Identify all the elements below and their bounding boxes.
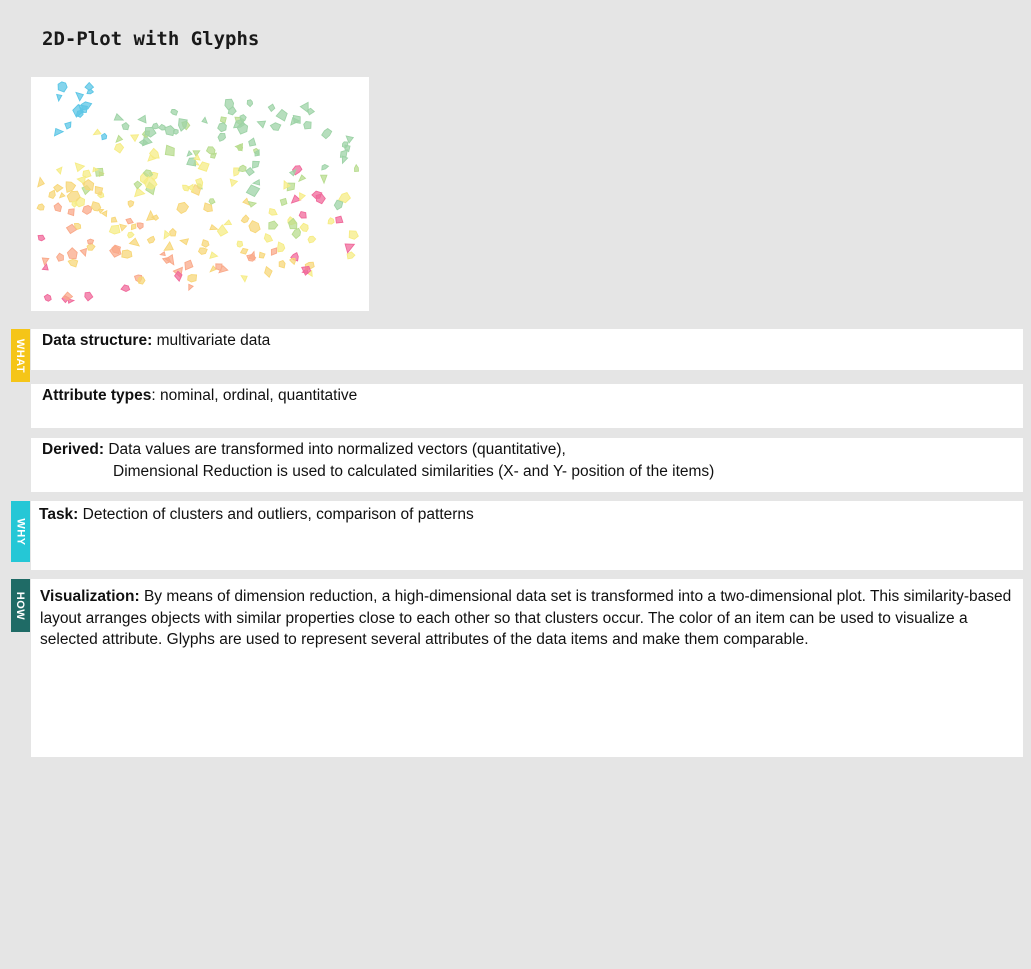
glyph-icon: [112, 245, 121, 253]
glyph-icon: [292, 195, 301, 203]
glyph-icon: [264, 234, 272, 243]
glyph-icon: [102, 133, 107, 139]
glyph-icon: [83, 206, 93, 215]
visualization-text: By means of dimension reduction, a high-dimensional data set is transformed into a two-dimensional plot. This similarity-based layout arranges objects with similar properties close to each other so that clusters occur. The color of an item can be used to visualize a selected attribute. Glyphs are used to represent several attributes of the data items and make them comparable.: [40, 588, 1012, 648]
attribute-types-label: Attribute types: [42, 387, 152, 404]
glyph-icon: [122, 123, 129, 130]
task-value: Detection of clusters and outliers, comparison of patterns: [82, 506, 474, 523]
glyph-icon: [209, 199, 215, 205]
glyph-icon: [278, 242, 285, 252]
glyph-icon: [68, 259, 78, 267]
glyph-icon: [109, 225, 120, 234]
glyph-icon: [138, 115, 146, 123]
glyph-icon: [44, 294, 51, 301]
glyph-icon: [68, 209, 74, 216]
glyph-icon: [345, 244, 354, 253]
glyph-icon: [210, 266, 216, 272]
glyph-icon: [246, 168, 254, 176]
glyph-icon: [188, 275, 197, 282]
glyph-icon: [188, 184, 194, 191]
glyph-icon: [304, 122, 311, 129]
glyph-icon: [54, 184, 63, 192]
glyph-icon: [60, 193, 65, 198]
glyph-icon: [80, 249, 86, 257]
glyph-icon: [128, 201, 134, 208]
glyph-icon: [321, 175, 327, 183]
glyph-icon: [147, 236, 154, 243]
what-tag-label: WHAT: [14, 338, 27, 373]
glyph-icon: [131, 224, 136, 230]
visualization-card: [31, 579, 1023, 757]
glyph-icon: [189, 284, 193, 290]
glyph-icon: [202, 117, 207, 123]
glyph-icon: [270, 123, 280, 131]
glyph-icon: [217, 225, 227, 236]
glyph-icon: [328, 218, 334, 224]
glyph-icon: [185, 260, 193, 270]
glyph-icon: [241, 276, 247, 282]
glyph-icon: [202, 240, 209, 248]
glyph-icon: [42, 264, 48, 270]
glyph-icon: [38, 178, 45, 187]
glyph-icon: [75, 163, 84, 172]
glyph-icon: [269, 209, 277, 216]
glyph-icon: [67, 248, 77, 259]
derived-line2: Dimensional Reduction is used to calculated similarities (X- and Y- position of the items): [113, 462, 715, 480]
glyph-icon: [241, 248, 248, 254]
glyph-icon: [120, 224, 127, 231]
glyph-icon: [237, 241, 243, 247]
glyph-icon: [187, 151, 192, 156]
glyph-icon: [207, 147, 216, 155]
glyph-icon: [210, 252, 218, 258]
glyph-icon: [72, 201, 77, 207]
glyph-icon: [58, 82, 67, 92]
glyph-icon: [194, 155, 200, 160]
glyph-icon: [165, 145, 174, 156]
glyph-icon: [66, 182, 76, 193]
why-tag: [11, 501, 30, 562]
glyph-icon: [79, 105, 87, 113]
glyph-icon: [164, 242, 173, 250]
glyph-icon: [198, 162, 209, 171]
glyph-icon: [349, 231, 358, 240]
glyph-plot-image: [31, 77, 369, 311]
glyph-icon: [292, 228, 300, 238]
glyph-icon: [347, 252, 355, 259]
glyph-icon: [322, 129, 332, 139]
task-card: [31, 501, 1023, 570]
glyph-icon: [249, 221, 260, 233]
glyph-scatter-plot-icon: [31, 77, 369, 311]
glyph-icon: [336, 216, 343, 223]
glyph-icon: [239, 165, 247, 172]
glyph-icon: [57, 167, 62, 174]
what-tag: [11, 329, 30, 382]
glyph-icon: [340, 150, 347, 157]
page-title: 2D-Plot with Glyphs: [42, 28, 260, 50]
how-tag: [11, 579, 30, 632]
glyph-icon: [248, 202, 256, 208]
glyph-icon: [241, 215, 249, 223]
glyph-icon: [180, 239, 188, 245]
glyph-icon: [334, 200, 343, 210]
glyph-icon: [322, 165, 329, 170]
glyph-icon: [87, 89, 93, 94]
glyph-icon: [42, 258, 49, 265]
glyph-icon: [130, 238, 140, 246]
glyph-icon: [293, 115, 300, 123]
glyph-icon: [257, 121, 265, 128]
glyph-icon: [280, 198, 287, 205]
glyph-icon: [355, 165, 359, 172]
glyph-icon: [253, 161, 260, 168]
data-structure-card: [31, 329, 1023, 370]
glyph-icon: [193, 151, 200, 156]
glyph-icon: [114, 114, 123, 120]
glyph-icon: [160, 252, 165, 256]
glyph-icon: [83, 170, 91, 178]
glyph-icon: [85, 292, 93, 301]
glyph-icon: [308, 236, 316, 243]
glyph-icon: [128, 232, 134, 238]
glyph-icon: [299, 175, 306, 181]
glyph-icon: [65, 122, 71, 129]
glyph-icon: [253, 180, 260, 185]
glyph-icon: [199, 248, 208, 255]
glyph-icon: [131, 135, 139, 142]
glyph-icon: [54, 203, 61, 212]
glyph-icon: [126, 218, 133, 223]
glyph-icon: [210, 225, 218, 230]
glyph-icon: [299, 212, 306, 218]
glyph-icon: [38, 235, 45, 241]
glyph-icon: [147, 211, 155, 220]
glyph-icon: [268, 104, 275, 111]
glyph-icon: [76, 93, 83, 101]
glyph-icon: [102, 211, 107, 217]
glyph-icon: [91, 202, 101, 211]
glyph-icon: [246, 185, 259, 197]
glyph-icon: [300, 223, 308, 231]
glyph-icon: [116, 136, 122, 143]
glyph-icon: [138, 277, 145, 284]
glyph-icon: [95, 187, 103, 195]
glyph-icon: [115, 143, 124, 153]
glyph-icon: [85, 83, 94, 91]
attribute-types-value: : nominal, ordinal, quantitative: [151, 387, 358, 404]
glyph-icon: [57, 253, 64, 261]
data-structure-label: Data structure:: [42, 332, 153, 349]
glyph-icon: [88, 239, 94, 244]
glyph-icon: [269, 221, 278, 229]
glyph-icon: [137, 223, 143, 229]
glyph-icon: [220, 117, 226, 123]
data-structure-value: multivariate data: [156, 332, 271, 349]
why-tag-label: WHY: [14, 517, 27, 546]
glyph-icon: [134, 181, 142, 189]
glyph-icon: [290, 258, 296, 264]
how-tag-label: HOW: [14, 591, 27, 620]
visualization-label: Visualization:: [40, 588, 140, 605]
glyph-icon: [177, 202, 189, 213]
glyph-icon: [300, 193, 306, 201]
glyph-icon: [218, 123, 227, 132]
glyph-icon: [312, 191, 322, 198]
glyph-icon: [171, 110, 178, 116]
glyph-icon: [122, 250, 132, 258]
glyph-icon: [249, 138, 256, 146]
glyph-icon: [159, 124, 166, 130]
attribute-types-card: [31, 384, 1023, 428]
derived-line1: Data values are transformed into normalized vectors (quantitative),: [108, 441, 566, 458]
glyph-icon: [224, 220, 231, 225]
glyph-icon: [94, 129, 101, 134]
glyph-icon: [135, 188, 145, 197]
glyph-icon: [49, 190, 56, 198]
glyph-icon: [121, 285, 130, 292]
glyph-icon: [300, 102, 308, 112]
glyph-icon: [234, 168, 240, 176]
glyph-icon: [55, 129, 64, 136]
glyph-icon: [265, 267, 273, 278]
derived-label: Derived:: [42, 441, 105, 458]
glyph-icon: [271, 248, 276, 255]
glyph-icon: [279, 261, 285, 268]
glyph-icon: [276, 110, 287, 122]
derived-card: [31, 438, 1023, 492]
glyph-icon: [37, 204, 44, 210]
glyph-icon: [230, 179, 237, 186]
task-label: Task:: [39, 506, 79, 523]
glyph-icon: [218, 134, 226, 142]
glyph-icon: [174, 129, 179, 134]
glyph-icon: [112, 217, 117, 222]
glyph-icon: [57, 94, 62, 101]
glyph-icon: [259, 252, 265, 258]
glyph-icon: [247, 100, 252, 107]
